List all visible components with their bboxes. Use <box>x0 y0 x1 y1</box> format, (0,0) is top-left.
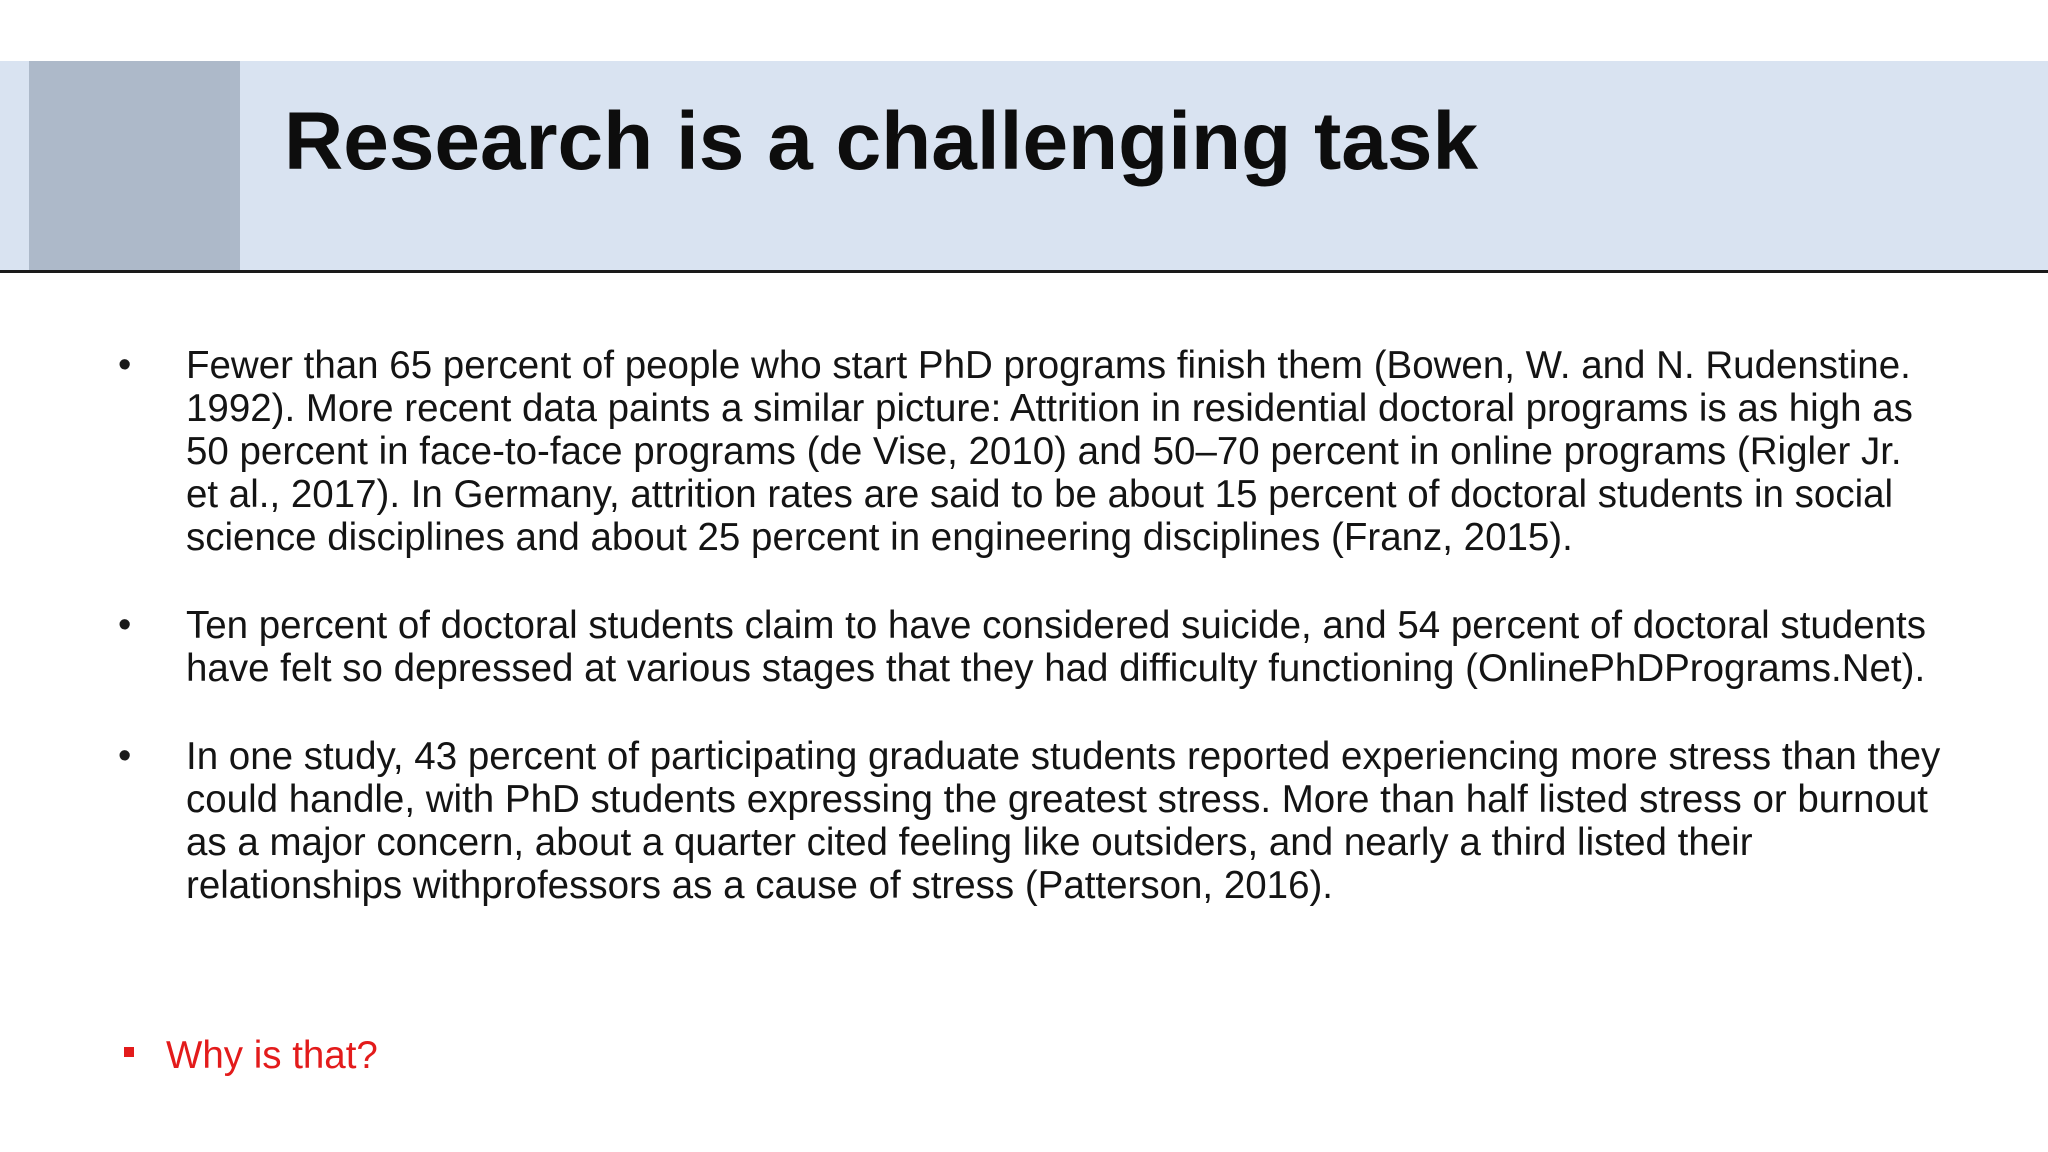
bullet-item-mental-health <box>118 604 2018 690</box>
question-text: Why is that? <box>166 1034 378 1077</box>
bullet-dot-icon: • <box>118 735 132 777</box>
square-bullet-icon <box>124 1047 134 1057</box>
bullet-dot-icon: • <box>118 604 132 646</box>
bullet-text: In one study, 43 percent of participating graduate students reported experiencing more stress than they could handle, with PhD students expressing the greatest stress. More than half listed stress or burnout as a major concern, about a quarter cited feeling like outsiders, and nearly a third listed their relationships withprofessors as a cause of stress (Patterson, 2016). <box>186 735 1941 907</box>
bullet-text: Ten percent of doctoral students claim to have considered suicide, and 54 percent of doctoral students have felt so depressed at various stages that they had difficulty functioning (OnlinePhDPrograms.Net). <box>186 604 1926 690</box>
bullet-item-attrition <box>118 344 2018 559</box>
bullet-item-stress-study <box>118 735 2018 907</box>
bullet-text: Fewer than 65 percent of people who start PhD programs finish them (Bowen, W. and N. Rudenstine. 1992). More recent data paints a similar picture: Attrition in residential doctoral programs is as high as 50 percent in face-to-face programs (de Vise, 2010) and 50–70 percent in online programs (Rigler Jr. et al., 2017). In Germany, attrition rates are said to be about 15 percent of doctoral students in social science disciplines and about 25 percent in engineering disciplines (Franz, 2015). <box>186 344 1913 559</box>
slide-title: Research is a challenging task <box>284 96 1479 187</box>
bullet-dot-icon: • <box>118 344 132 386</box>
